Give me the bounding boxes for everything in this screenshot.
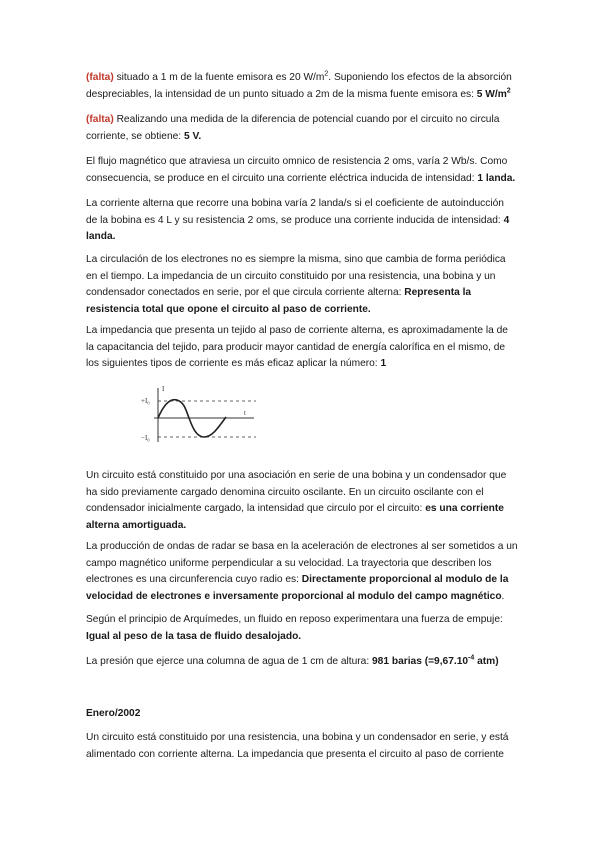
graph-label-t: t — [244, 409, 246, 417]
answer: Directamente proporcional al modulo de la velocidad de electrones e inversamente proporcional al modulo del campo magnético — [86, 574, 509, 602]
answer: Igual al peso de la tasa de fluido desalojado. — [86, 630, 302, 642]
paragraph-radar-waves-question: La producción de ondas de radar se basa en la aceleración de electrones al ser sometidos a un campo magnético uniforme perpendicular a su velocidad. La trayectoria que describen los electrones es una circunferencia cuyo radio es: Directamente proporcional al modulo de la velocidad de electrones e inversamente proporcional al modulo del campo magnético. — [86, 541, 518, 602]
paragraph-rlc-circuit-question: Un circuito está constituido por una resistencia, una bobina y un condensador en serie, y está alimentado con corriente alterna. La impedancia que presenta el circuito al paso de corriente — [86, 732, 509, 760]
answer: 5 V. — [183, 130, 202, 142]
paragraph-oscillating-circuit-question: Un circuito está constituido por una asociación en serie de una bobina y un condensador que ha sido previamente cargado denomina circuito oscilante. En un circuito oscilante con el condensador inicialmente cargado, la intensidad que circulo por el circuito: es una corriente alterna amortiguada. — [86, 470, 507, 531]
answer: Representa la resistencia total que opone el circuito al paso de corriente. — [86, 287, 472, 315]
current-waveform-graph — [140, 384, 262, 446]
graph-label-i: I — [162, 385, 165, 393]
paragraph-impedance-question: La circulación de los electrones no es siempre la misma, sino que cambia de forma periódica en el tiempo. La impedancia de un circuito constituido por una resistencia, una bobina y un condensador conectados en serie, por el que circula corriente alterna: Representa la resistencia total que opone el circuito al paso de corriente. — [86, 254, 506, 315]
paragraph-archimedes-question: Según el principio de Arquímedes, un fluido en reposo experimentara una fuerza de empuje: Igual al peso de la tasa de fluido desalojado. — [86, 614, 503, 642]
paragraph-potential-question: (falta) Realizando una medida de la diferencia de potencial cuando por el circuito no circula corriente, se obtiene: 5 V. — [86, 114, 500, 142]
graph-label-positive: +I₀ — [141, 397, 150, 405]
answer: 5 W/m — [476, 88, 507, 100]
paragraph-tissue-impedance-question: La impedancia que presenta un tejido al paso de corriente alterna, es aproximadamente la de la capacitancia del tejido, para producir mayor cantidad de energía calorífica en el mismo, de los siguientes tipos de corriente es más eficaz aplicar la número: 1 — [86, 325, 508, 370]
paragraph-alternating-current-question: La corriente alterna que recorre una bobina varía 2 landa/s si el coeficiente de autoinducción de la bobina es 4 L y su resistencia 2 oms, se produce una corriente inducida de intensidad: 4 landa. — [86, 198, 510, 243]
graph-label-negative: −I₀ — [141, 434, 150, 442]
paragraph-intensity-question: (falta) situado a 1 m de la fuente emisora es 20 $W/m^2$. Suponiendo los efectos de la absorción despreciables, la intensidad de un punto situado a 2m de la misma fuente emisora es: 5 $W/m^2$ — [86, 70, 512, 100]
answer: 1 landa. — [477, 172, 516, 184]
answer: 981 barias (=9,67.10 — [372, 656, 469, 667]
answer: 1 — [380, 358, 387, 370]
section-heading: Enero/2002 — [86, 708, 141, 719]
missing-tag: (falta) — [86, 114, 114, 125]
missing-tag: (falta) — [86, 72, 114, 83]
paragraph-water-pressure-question: La presión que ejerce una columna de agua de 1 cm de altura: 981 barias ($=9,67.10^{-4}$ atm) — [86, 654, 499, 667]
answer: 4 landa. — [86, 214, 510, 243]
paragraph-magnetic-flux-question: El flujo magnético que atraviesa un circuito omnico de resistencia 2 oms, varía 2 Wb/s. Como consecuencia, se produce en el circuito una corriente eléctrica inducida de intensidad: 1 landa. — [86, 156, 516, 184]
answer: es una corriente alterna amortiguada. — [86, 503, 504, 531]
